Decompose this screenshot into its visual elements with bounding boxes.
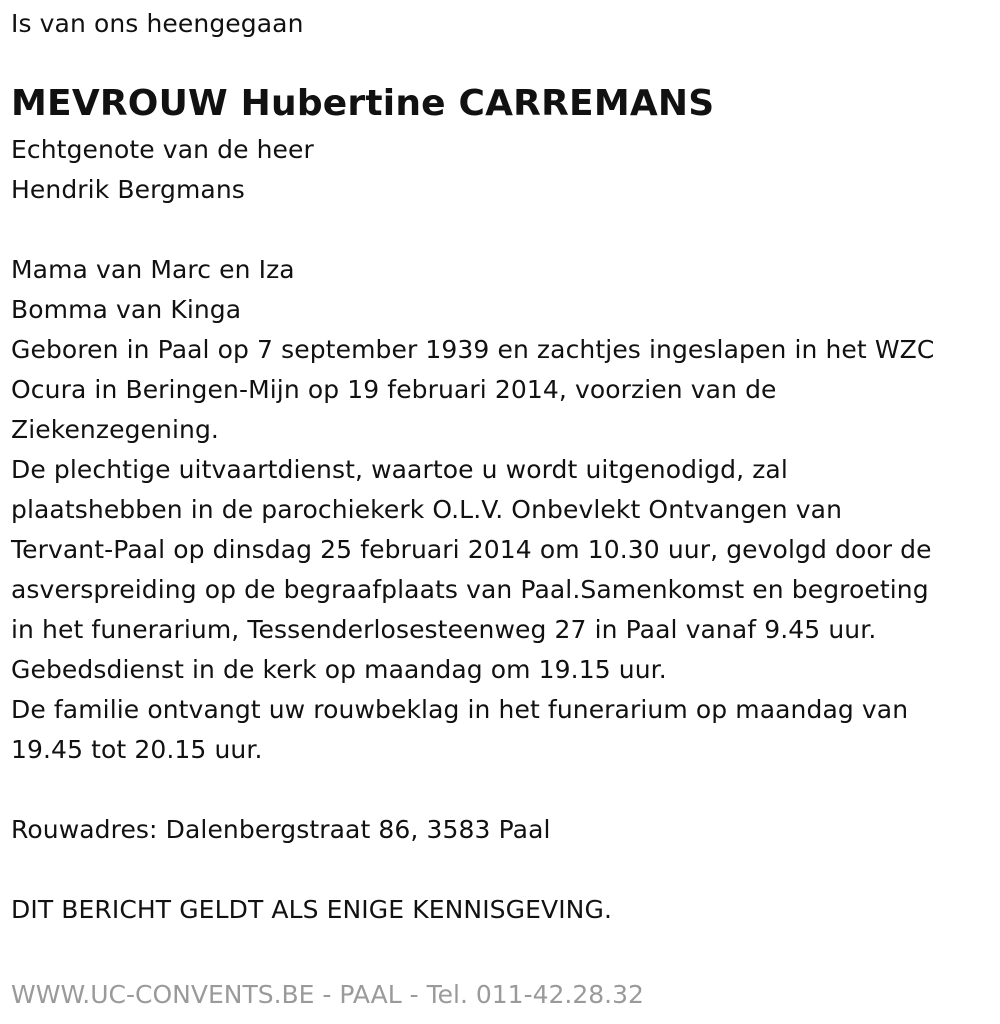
closing-statement: DIT BERICHT GELDT ALS ENIGE KENNISGEVING.	[11, 895, 612, 924]
family-line: Mama van Marc en Iza	[11, 255, 295, 284]
spacer	[11, 770, 986, 810]
body-line: Tervant-Paal op dinsdag 25 februari 2014 om 10.30 uur, gevolgd door de	[11, 535, 932, 564]
spouse-line: Hendrik Bergmans	[11, 175, 245, 204]
family-block	[11, 250, 986, 330]
body-line: De plechtige uitvaartdienst, waartoe u wordt uitgenodigd, zal	[11, 455, 788, 484]
body-line: Gebedsdienst in de kerk op maandag om 19.15 uur.	[11, 655, 667, 684]
body-line: Ziekenzegening.	[11, 415, 219, 444]
spacer	[11, 210, 986, 250]
footer-contact: WWW.UC-CONVENTS.BE - PAAL - Tel. 011-42.28.32	[11, 980, 644, 1009]
body-line: in het funerarium, Tessenderlosesteenweg 27 in Paal vanaf 9.45 uur.	[11, 615, 877, 644]
mourning-address: Rouwadres: Dalenbergstraat 86, 3583 Paal	[11, 815, 551, 844]
body-line: 19.45 tot 20.15 uur.	[11, 735, 263, 764]
body-line: asverspreiding op de begraafplaats van Paal.Samenkomst en begroeting	[11, 575, 929, 604]
spouse-line: Echtgenote van de heer	[11, 135, 314, 164]
body-line: De familie ontvangt uw rouwbeklag in het funerarium op maandag van	[11, 695, 909, 724]
spacer	[11, 850, 986, 890]
body-line: Ocura in Beringen-Mijn op 19 februari 2014, voorzien van de	[11, 375, 777, 404]
deceased-name: MEVROUW Hubertine CARREMANS	[11, 83, 715, 124]
death-notice	[11, 4, 986, 930]
intro-text: Is van ons heengegaan	[11, 9, 304, 38]
body-text	[11, 330, 986, 770]
body-line: Geboren in Paal op 7 september 1939 en zachtjes ingeslapen in het WZC	[11, 335, 935, 364]
body-line: plaatshebben in de parochiekerk O.L.V. Onbevlekt Ontvangen van	[11, 495, 843, 524]
spouse-block	[11, 130, 986, 210]
family-line: Bomma van Kinga	[11, 295, 242, 324]
